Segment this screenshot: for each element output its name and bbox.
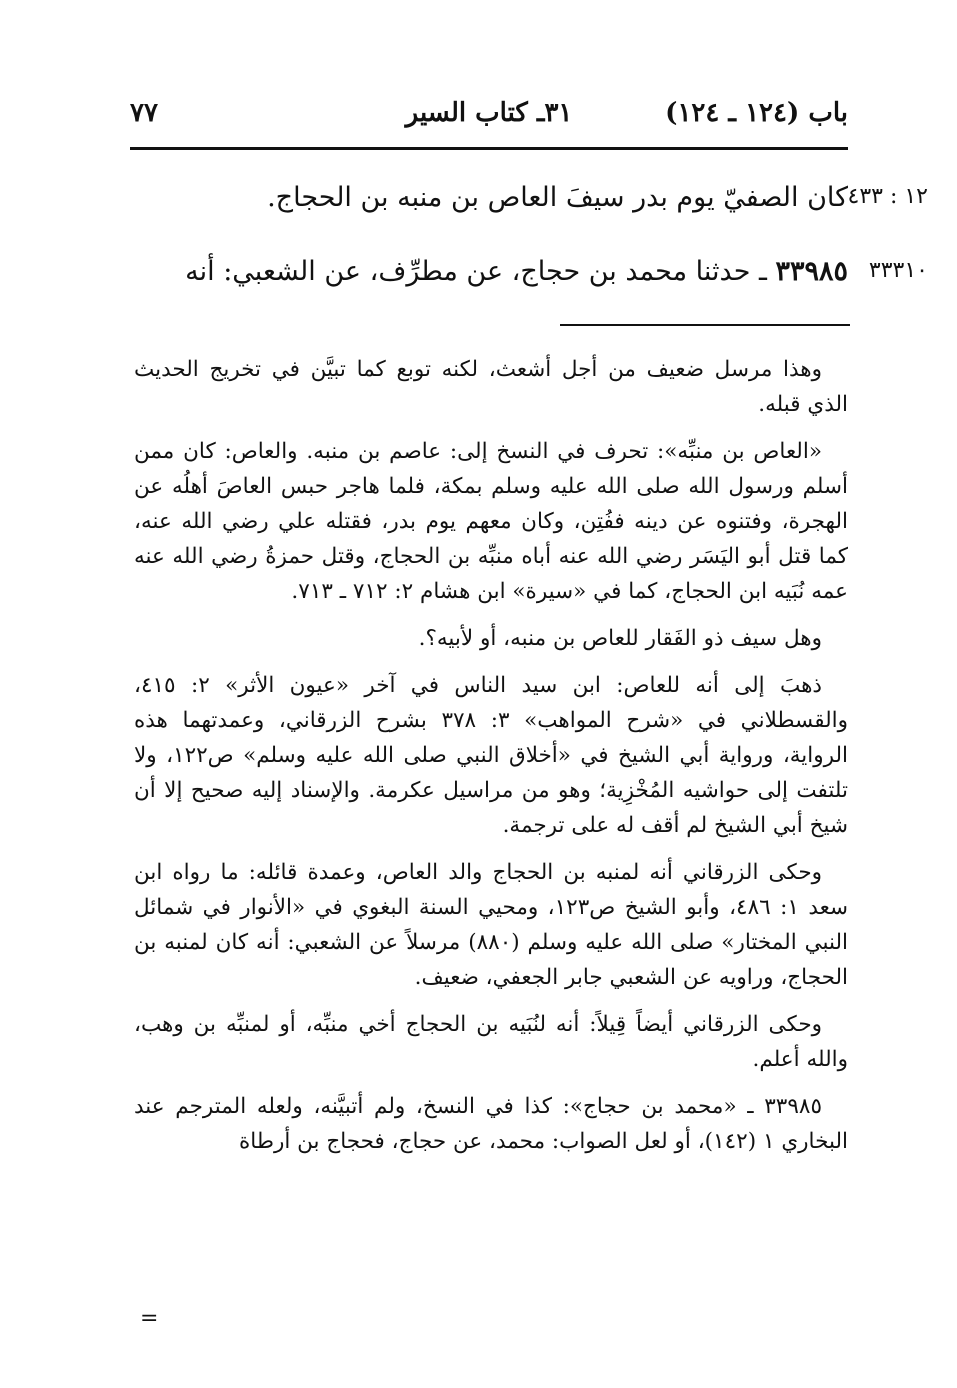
note-paragraph: ٣٣٩٨٥ ـ «محمد بن حجاج»: كذا في النسخ، ولم أتبيَّنه، ولعله المترجم عند البخاري ١ (١٤٢)، أو لعل الصواب: محمد، عن حجاج، فحجاج بن أرطاة (134, 1094, 848, 1154)
note-paragraph: ذهبَ إلى أنه للعاص: ابن سيد الناس في آخر «عيون الأثر» ٢: ٤١٥، والقسطلاني في «شرح المواهب» ٣: ٣٧٨ بشرح الزرقاني، وعمدتهما هذه الرواية، ورواية أبي الشيخ في «أخلاق النبي صلى الله عليه وسلم» ص١٢٢، ولا تلتفت إلى حواشيه المُخْزِية؛ وهو من مراسيل عكرمة. والإسناد إليه صحيح إلا أن شيخ أبي الشيخ لم أقف له على ترجمة. (134, 673, 849, 838)
hadith-body: ـ حدثنا محمد بن حجاج، عن مطرِّف، عن الشعبي: أنه (185, 256, 767, 287)
note-paragraph: وهذا مرسل ضعيف من أجل أشعث، لكنه توبع كما تبيَّن في تخريج الحديث الذي قبله. (134, 357, 848, 417)
reference-number: ١٢ : ٤٣٣ (847, 184, 928, 209)
chapter-heading: باب (١٢٤ ـ ١٢٤) (665, 98, 848, 128)
hadith-number: ٣٣٩٨٥ (775, 256, 848, 287)
hadith-text (130, 256, 848, 287)
note-paragraph: وهل سيف ذو الفَقار للعاص بن منبه، أو لأبيه؟. (418, 626, 822, 651)
reference-number: ٣٣٣١٠ (868, 258, 928, 283)
book-title: ٣١ـ كتاب السير (405, 98, 573, 128)
note-paragraph: وحكى الزرقاني أيضاً قِيلاً: أنه لنُبَيه بن الحجاج أخي منبِّه، أو لمنبِّه بن وهب، والله أعلم. (134, 1012, 848, 1072)
page-header (130, 92, 848, 136)
main-text: كان الصفيّ يوم بدر سيفَ العاص بن منبه بن الحجاج. (267, 182, 848, 213)
hadith-line (130, 256, 928, 296)
header-rule (130, 147, 848, 150)
continuation-mark: = (140, 1306, 159, 1331)
note-paragraph: وحكى الزرقاني أنه لمنبه بن الحجاج والد العاص، وعمدة قائله: ما رواه ابن سعد ١: ٤٨٦، وأبو الشيخ ص١٢٣، ومحيي السنة البغوي في «الأنوار في شمائل النبي المختار» صلى الله عليه وسلم (٨٨٠) مرسلاً عن الشعبي: أنه كان لمنبه بن الحجاج، وراويه عن الشعبي جابر الجعفي، ضعيف. (134, 860, 849, 990)
note-paragraph: «العاص بن منبِّه»: تحرف في النسخ إلى: عاصم بن منبه. والعاص: كان ممن أسلم ورسول الله صلى الله عليه وسلم بمكة، فلما هاجر حبس العاصَ أهلُه عن الهجرة، وفتنوه عن دينه ففُتِن، وكان معهم يوم بدر، فقتله علي رضي الله عنه، كما قتل أبو اليَسَر رضي الله عنه أباه منبِّه بن الحجاج، وقتل حمزةُ رضي الله عنه عمه نُبَيه ابن الحجاج، كما في «سيرة» ابن هشام ٢: ٧١٢ ـ ٧١٣. (134, 439, 848, 604)
main-text-line (130, 182, 928, 222)
footnote-separator (560, 324, 850, 326)
page-number: ٧٧ (130, 98, 158, 128)
footnotes (134, 352, 848, 1171)
